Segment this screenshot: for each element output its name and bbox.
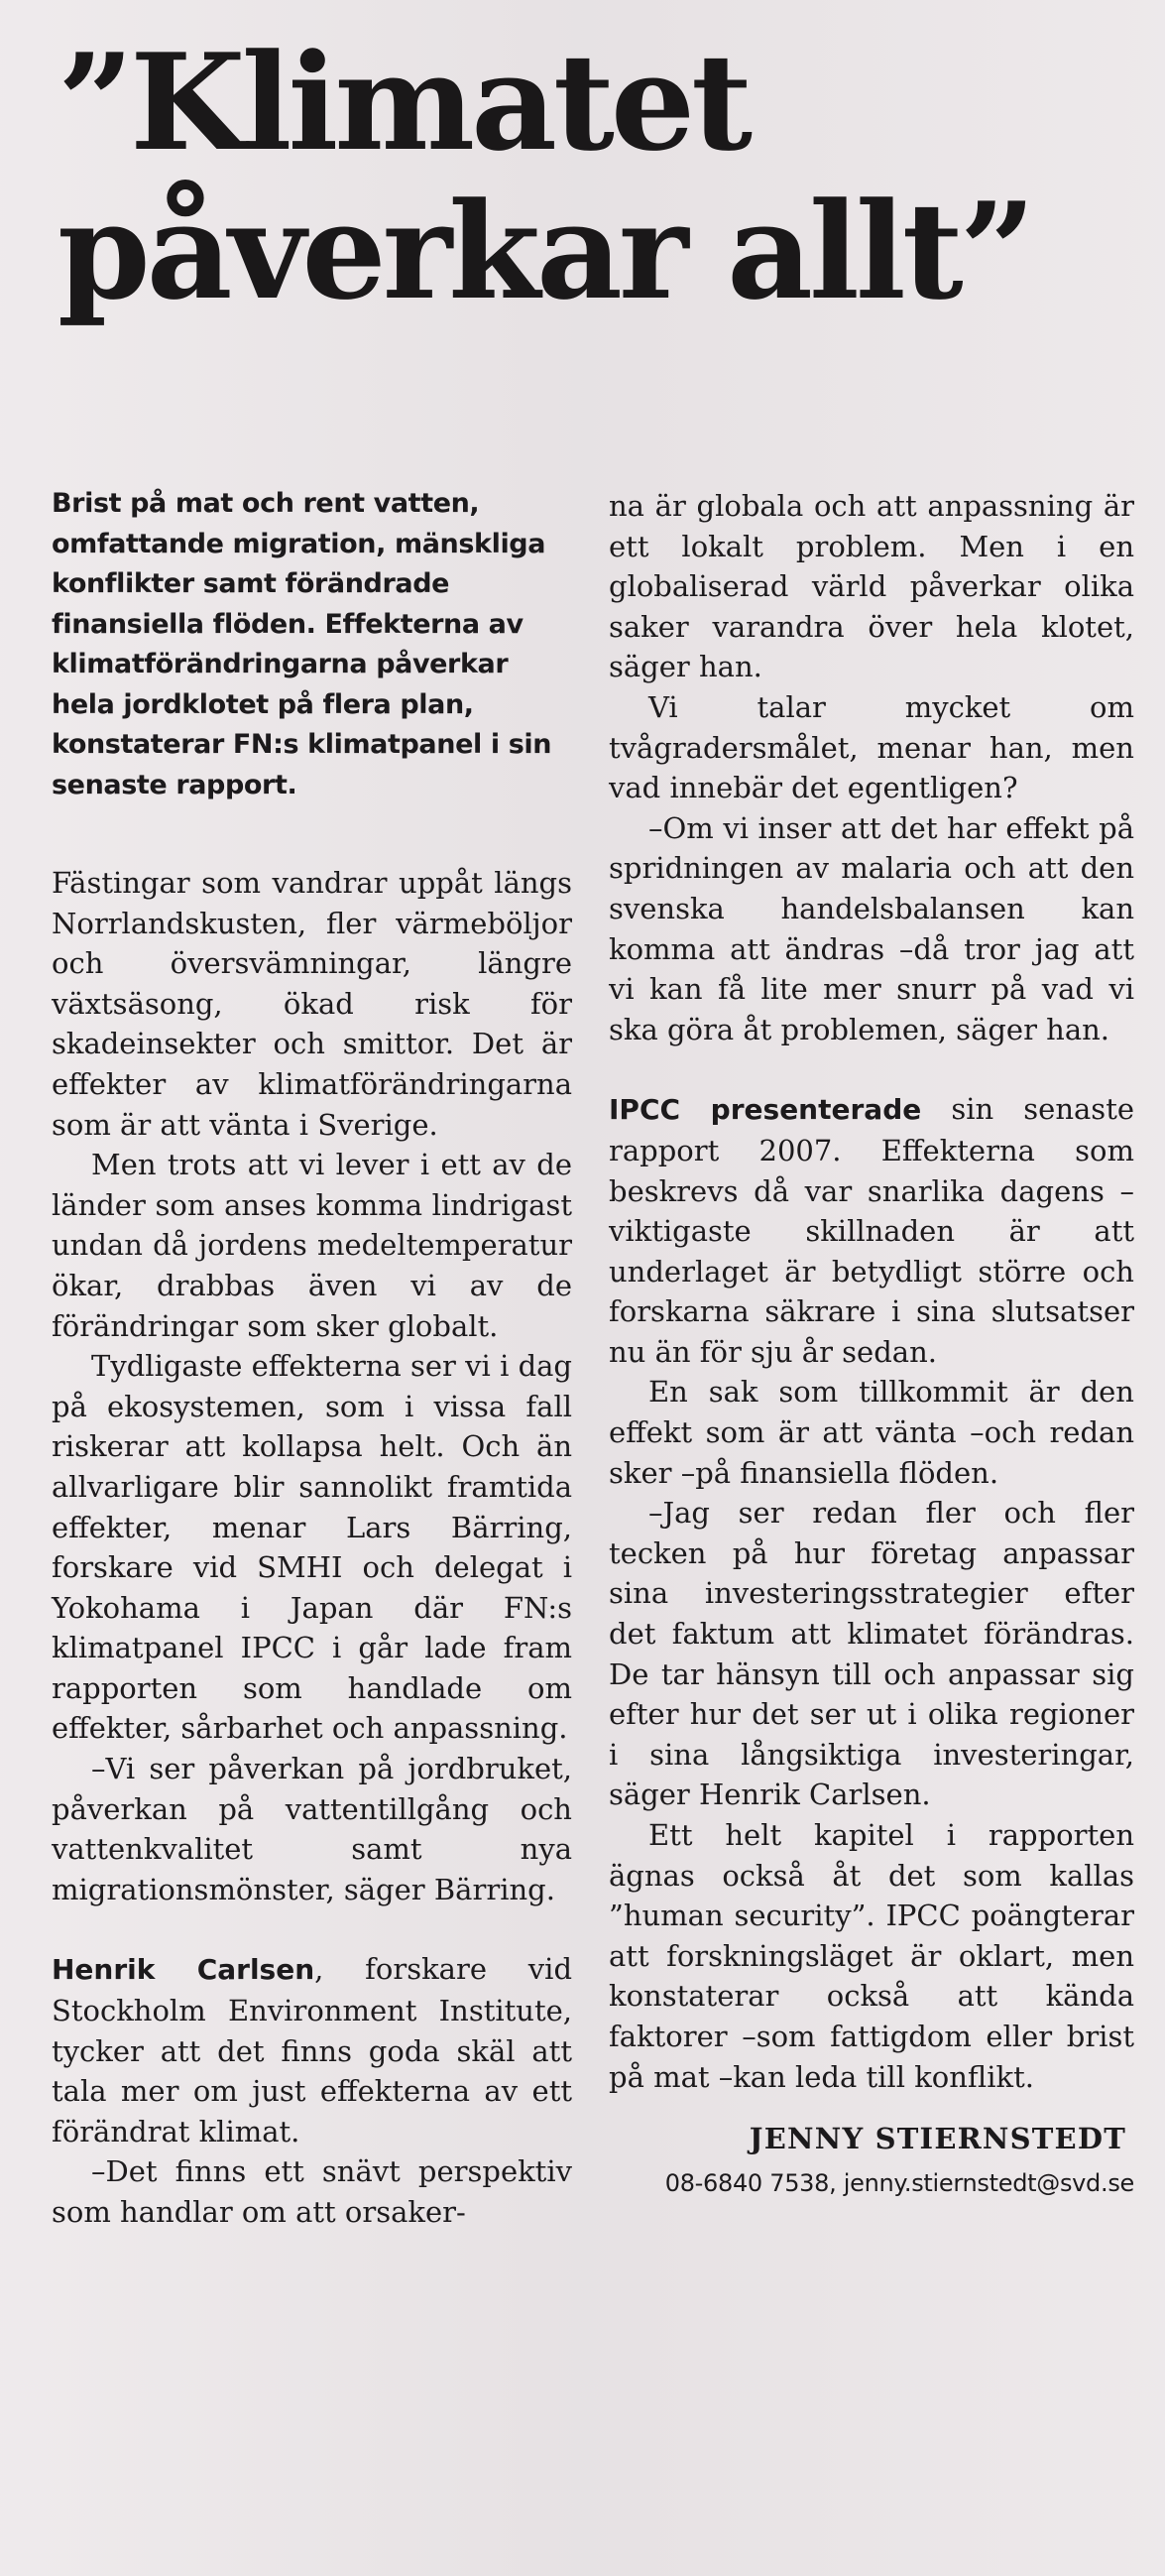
body-text: , forskare vid Stockholm Environment Institute, tycker att det finns goda skäl att tala mer om just effekterna av ett förändrat klimat. (52, 1952, 573, 2148)
headline-line-2: påverkar allt” (58, 173, 1032, 329)
body-paragraph: Fästingar som vandrar uppåt längs Norrlandskusten, fler värmeböljor och översvämningar, längre växtsäsong, ökad risk för skadeinsekter och smittor. Det är effekter av klimatförändringarna som är att vänta i Sverige. (52, 866, 572, 1142)
quote-paragraph: –Jag ser redan fler och fler tecken på hur företag anpassar sina investeringsstrategier efter det faktum att klimatet förändras. De tar hänsyn till och anpassar sig efter hur det ser ut i olika regioner i sina långsiktiga investeringar, säger Henrik Carlsen. (609, 1496, 1134, 1812)
quote-paragraph: –Vi ser påverkan på jordbruket, påverkan på vattentillgång och vattenkvalitet samt nya migrationsmönster, säger Bärring. (52, 1752, 572, 1906)
body-paragraph (609, 1089, 1134, 1372)
byline-author: JENNY STIERNSTEDT (749, 2122, 1126, 2156)
body-paragraph: na är globala och att anpassning är ett lokalt problem. Men i en globaliserad värld påverkar olika saker varandra över hela klotet, säger han. (609, 489, 1134, 684)
lead-text: Brist på mat och rent vatten, omfattande migration, mänskliga konflikter samt förändrade finansiella flöden. Effekterna av klimatförändringarna påverkar hela jordklotet på flera plan, konstaterar FN:s klimatpanel i sin senaste rapport. (52, 488, 552, 800)
headline (58, 24, 1148, 329)
body-paragraph: Ett helt kapitel i rapporten ägnas också åt det som kallas ”human security”. IPCC poängterar att forskningsläget är oklart, men konstaterar också att kända faktorer –som fattigdom eller brist på mat –kan leda till konflikt. (609, 1818, 1134, 2094)
left-column (52, 484, 572, 2233)
lead-paragraph (52, 484, 572, 805)
body-paragraph (52, 1949, 572, 2151)
body-paragraph: En sak som tillkommit är den effekt som är att vänta –och redan sker –på finansiella flöden. (609, 1375, 1134, 1490)
byline-contact: 08-6840 7538, jenny.stiernstedt@svd.se (664, 2169, 1134, 2198)
quote-paragraph: –Det finns ett snävt perspektiv som handlar om att orsaker- (52, 2154, 572, 2229)
subhead-name: Henrik Carlsen (52, 1953, 315, 1987)
body-text: sin senaste rapport 2007. Effekterna som beskrevs då var snarlika dagens –viktigaste skillnaden är att underlaget är betydligt större och forskarna säkrare i sina slutsatser nu än för sju år sedan. (609, 1092, 1135, 1369)
right-column (609, 486, 1134, 2200)
headline-line-1: ”Klimatet (58, 24, 750, 181)
subhead-ipcc: IPCC presenterade (609, 1093, 922, 1127)
body-paragraph: Vi talar mycket om tvågradersmålet, menar han, men vad innebär det egentligen? (609, 689, 1134, 805)
quote-paragraph: –Om vi inser att det har effekt på spridningen av malaria och att den svenska handelsbalansen kan komma att ändras –då tror jag att vi kan få lite mer snurr på vad vi ska göra åt problemen, säger han. (609, 810, 1134, 1046)
body-paragraph: Men trots att vi lever i ett av de länder som anses komma lindrigast undan då jordens medeltemperatur ökar, drabbas även vi av de förändringar som sker globalt. (52, 1148, 572, 1343)
body-paragraph: Tydligaste effekterna ser vi i dag på ekosystemen, som i vissa fall riskerar att kollapsa helt. Och än allvarligare blir sannolikt framtida effekter, menar Lars Bärring, forskare vid SMHI och delegat i Yokohama i Japan där FN:s klimatpanel IPCC i går lade fram rapporten som handlade om effekter, sårbarhet och anpassning. (52, 1349, 572, 1746)
